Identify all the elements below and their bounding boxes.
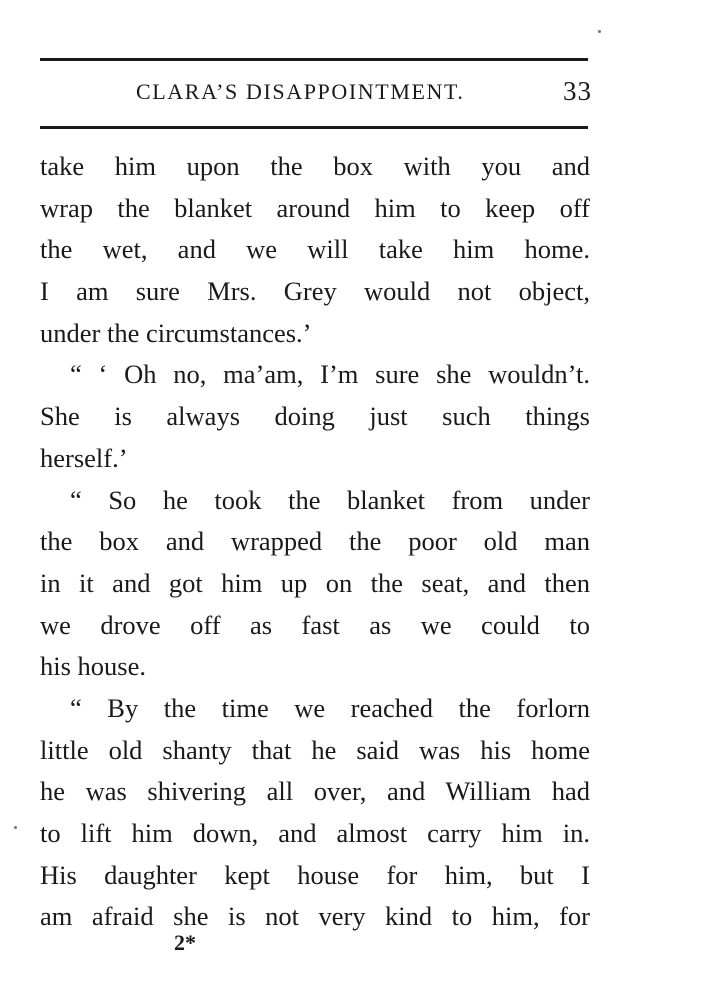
text-line: “ By the time we reached the forlorn [70, 692, 590, 723]
text-line: he was shivering all over, and William had [40, 776, 590, 807]
text-line: take him upon the box with you and [40, 151, 590, 181]
text-line: wrap the blanket around him to keep off [40, 192, 590, 223]
text-line: “ So he took the blanket from under [70, 484, 590, 515]
text-line: the box and wrapped the poor old man [40, 526, 590, 557]
scan-speck [598, 30, 601, 33]
text-line: His daughter kept house for him, but I [40, 859, 590, 890]
text-line: herself.’ [40, 442, 128, 473]
text-line: to lift him down, and almost carry him in. [40, 818, 590, 848]
text-line: “ ‘ Oh no, ma’am, I’m sure she wouldn’t. [70, 359, 590, 390]
header-rule-bottom [40, 126, 588, 129]
text-line: little old shanty that he said was his home [40, 734, 590, 765]
text-line: his house. [40, 651, 146, 682]
text-line: am afraid she is not very kind to him, for [40, 901, 590, 932]
scan-speck [14, 826, 17, 829]
text-line: the wet, and we will take him home. [40, 234, 590, 265]
header-rule-top [40, 58, 588, 61]
page-number: 33 [563, 76, 592, 106]
text-line: under the circumstances.’ [40, 317, 312, 348]
text-line: in it and got him up on the seat, and then [40, 567, 590, 598]
text-line: She is always doing just such things [40, 401, 590, 432]
body-text [40, 146, 590, 938]
text-line: we drove off as fast as we could to [40, 609, 590, 640]
signature-mark: 2* [174, 930, 196, 955]
running-header [40, 76, 596, 113]
text-line: I am sure Mrs. Grey would not object, [40, 276, 590, 307]
running-title: CLARA’S DISAPPOINTMENT. [136, 79, 465, 104]
